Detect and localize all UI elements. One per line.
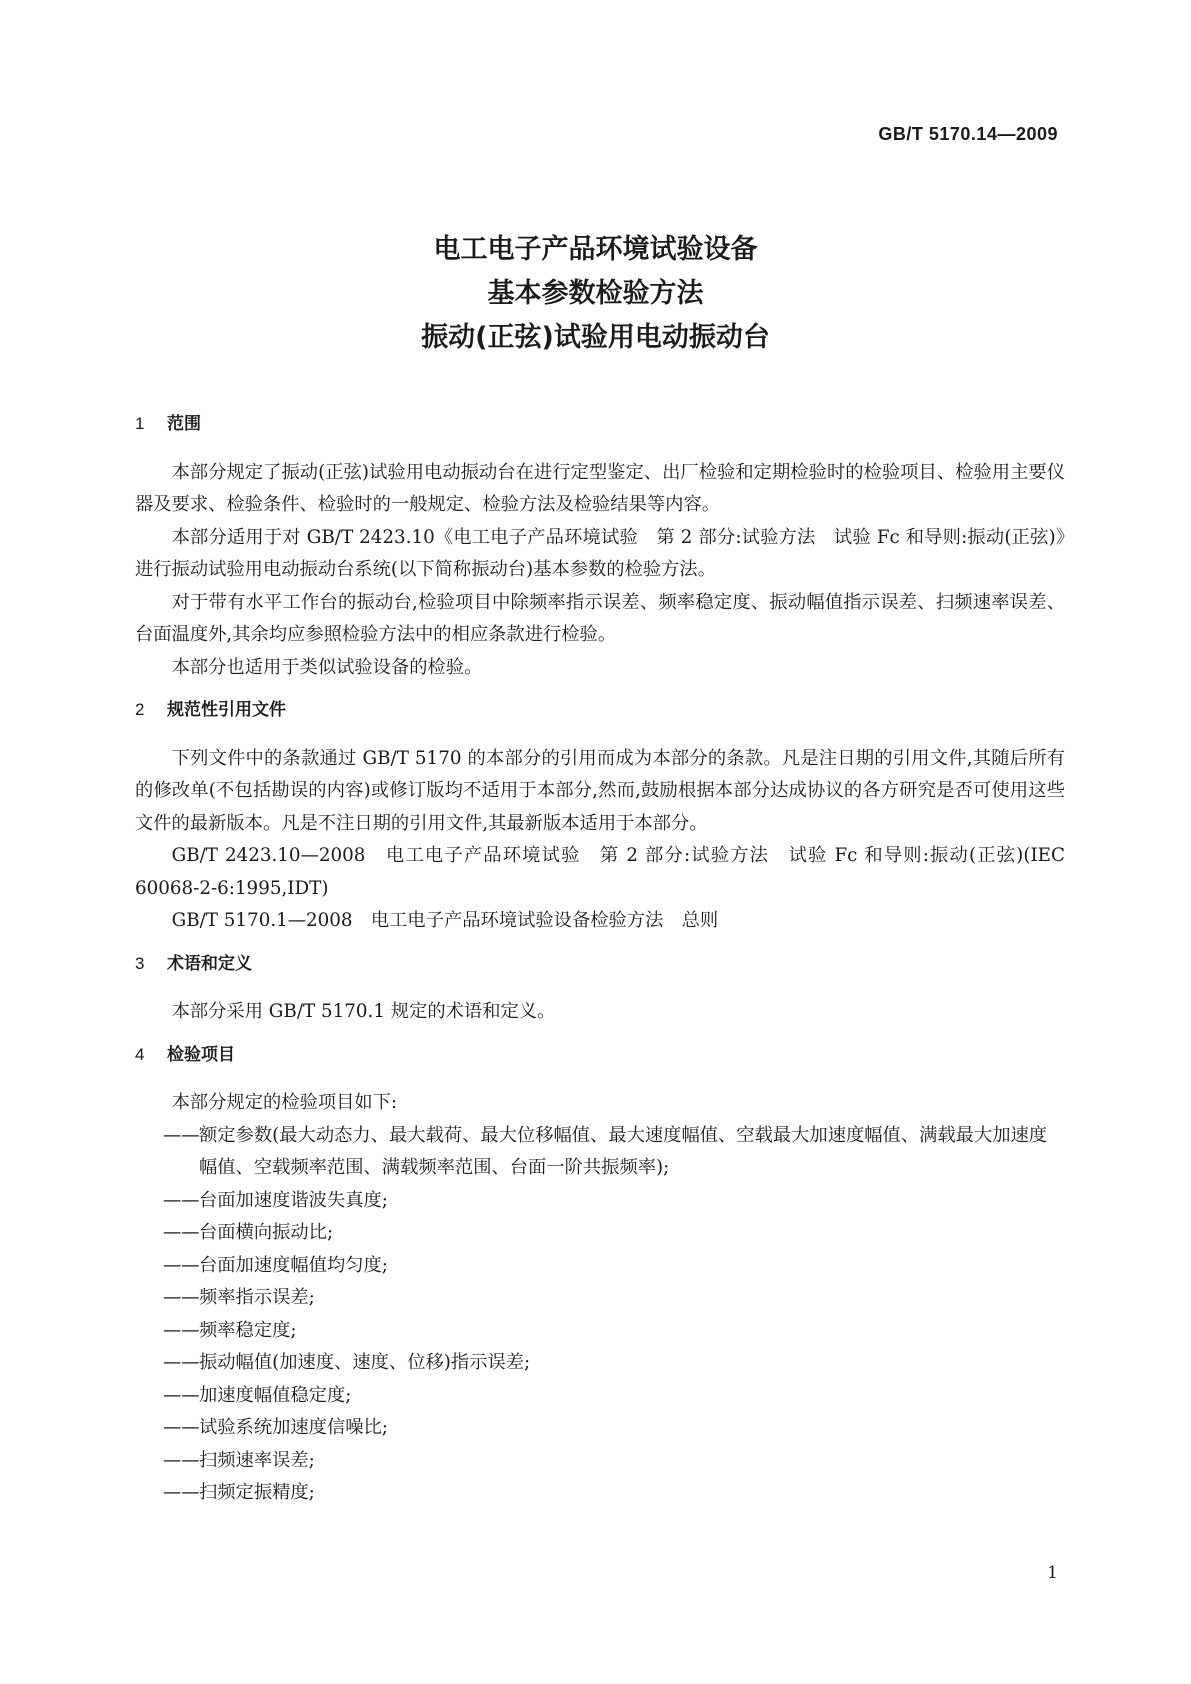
- title-line: 振动(正弦)试验用电动振动台: [421, 322, 770, 353]
- section-title: 规范性引用文件: [167, 700, 286, 720]
- section-title: 术语和定义: [167, 953, 252, 974]
- paragraph: 本部分适用于对 GB/T 2423.10《电工电子产品环境试验 第 2 部分:试验方法 试验 Fc 和导则:振动(正弦)》进行振动试验用电动振动台系统(以下简称振动台)基本参数的检验方法。: [135, 526, 1065, 580]
- inspection-item-text: 频率指示误差;: [199, 1287, 315, 1308]
- section-number: 4: [135, 1044, 145, 1064]
- inspection-item-text: 加速度幅值稳定度;: [199, 1384, 352, 1406]
- inspection-item-text: 额定参数(最大动态力、最大载荷、最大位移幅值、最大速度幅值、空载最大加速度幅值、满载最大加速度幅值、空载频率范围、满载频率范围、台面一阶共振频率);: [199, 1124, 1048, 1178]
- inspection-item: [163, 1282, 1065, 1315]
- section-title: 范围: [167, 414, 201, 434]
- inspection-item: [163, 1445, 1065, 1478]
- paragraph: 下列文件中的条款通过 GB/T 5170 的本部分的引用而成为本部分的条款。凡是注日期的引用文件,其随后所有的修改单(不包括勘误的内容)或修订版均不适用于本部分,然而,鼓励根据本部分达成协议的各方研究是否可使用这些文件的最新版本。凡是不注日期的引用文件,其最新版本适用于本部分。: [135, 747, 1065, 834]
- list-dash: ——: [163, 1287, 200, 1308]
- inspection-item-text: 扫频定振精度;: [199, 1482, 315, 1503]
- section-number: 3: [135, 953, 145, 973]
- list-dash: ——: [163, 1124, 200, 1146]
- inspection-item-list: [135, 1120, 1065, 1510]
- paragraph: 本部分也适用于类似试验设备的检验。: [171, 656, 483, 678]
- inspection-item: [163, 1217, 1065, 1250]
- inspection-item: [163, 1315, 1065, 1348]
- paragraph: 本部分采用 GB/T 5170.1 规定的术语和定义。: [171, 1001, 556, 1022]
- page-number: 1: [1047, 1563, 1058, 1583]
- paragraph: 本部分规定了振动(正弦)试验用电动振动台在进行定型鉴定、出厂检验和定期检验时的检验项目、检验用主要仪器及要求、检验条件、检验时的一般规定、检验方法及检验结果等内容。: [135, 461, 1065, 515]
- standard-number: GB/T 5170.14—2009: [878, 124, 1058, 144]
- document-body: [135, 408, 1065, 1510]
- inspection-item: [163, 1412, 1065, 1445]
- section-number: 2: [135, 700, 145, 719]
- list-dash: ——: [163, 1384, 200, 1406]
- title-line: 电工电子产品环境试验设备: [433, 234, 758, 265]
- inspection-item: [163, 1250, 1065, 1283]
- section-heading-normative-references: [135, 694, 1065, 727]
- inspection-item-text: 扫频速率误差;: [199, 1449, 315, 1471]
- list-dash: ——: [163, 1254, 200, 1276]
- list-dash: ——: [163, 1352, 200, 1373]
- title-line: 基本参数检验方法: [487, 278, 704, 309]
- section-heading-terms: [135, 948, 1065, 981]
- inspection-item-text: 振动幅值(加速度、速度、位移)指示误差;: [199, 1352, 531, 1373]
- list-dash: ——: [163, 1417, 200, 1438]
- section-number: 1: [135, 414, 145, 433]
- inspection-item: [163, 1347, 1065, 1380]
- inspection-item-text: 台面加速度谐波失真度;: [199, 1189, 388, 1211]
- list-dash: ——: [163, 1449, 200, 1471]
- inspection-item: [163, 1380, 1065, 1413]
- reference-entry: GB/T 5170.1—2008 电工电子产品环境试验设备检验方法 总则: [171, 910, 719, 931]
- inspection-item: [163, 1477, 1065, 1510]
- inspection-item: [163, 1185, 1065, 1218]
- list-dash: ——: [163, 1482, 200, 1503]
- section-heading-scope: [135, 408, 1065, 441]
- inspection-item-text: 台面横向振动比;: [199, 1222, 334, 1243]
- section-heading-inspection-items: [135, 1039, 1065, 1072]
- reference-entry: GB/T 2423.10—2008 电工电子产品环境试验 第 2 部分:试验方法 试验 Fc 和导则:振动(正弦)(IEC 60068-2-6:1995,IDT): [135, 845, 1065, 899]
- list-dash: ——: [163, 1319, 200, 1341]
- inspection-item-text: 频率稳定度;: [199, 1319, 297, 1341]
- inspection-item-text: 试验系统加速度信噪比;: [199, 1417, 388, 1438]
- inspection-item-text: 台面加速度幅值均匀度;: [199, 1254, 388, 1276]
- paragraph: 对于带有水平工作台的振动台,检验项目中除频率指示误差、频率稳定度、振动幅值指示误差、扫频速率误差、台面温度外,其余均应参照检验方法中的相应条款进行检验。: [135, 591, 1065, 645]
- document-title: [0, 228, 1191, 360]
- list-dash: ——: [163, 1189, 200, 1211]
- list-dash: ——: [163, 1222, 200, 1243]
- paragraph: 本部分规定的检验项目如下:: [171, 1092, 398, 1113]
- inspection-item: [163, 1120, 1065, 1185]
- section-title: 检验项目: [167, 1044, 235, 1065]
